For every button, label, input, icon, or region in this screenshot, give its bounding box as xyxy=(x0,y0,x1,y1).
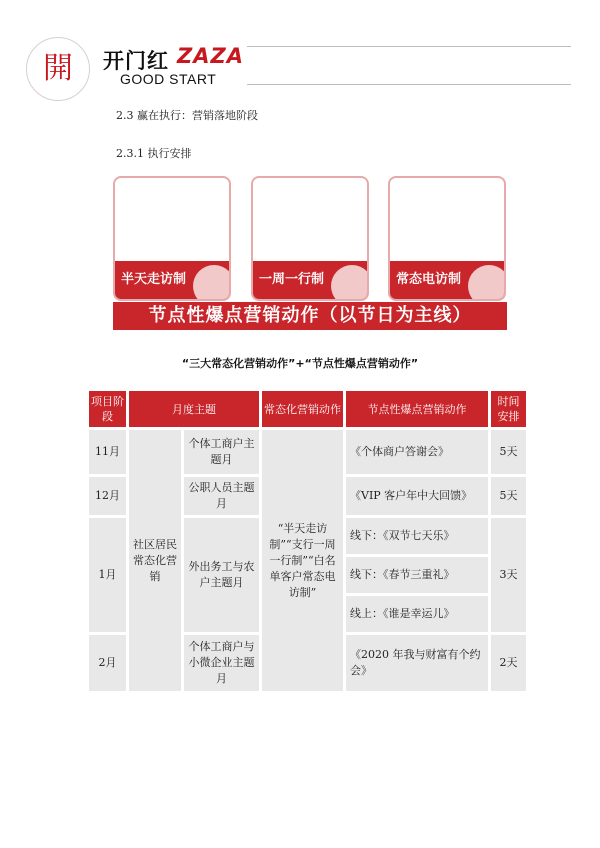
table-header-row xyxy=(89,391,526,427)
logo xyxy=(26,37,90,101)
logo-glyph: 開 xyxy=(43,51,73,86)
time-cell: 5天 xyxy=(491,430,526,474)
schedule-table xyxy=(86,388,529,694)
card-label: 常态电访制 xyxy=(390,261,504,299)
time-cell: 5天 xyxy=(491,477,526,515)
theme-cell: 公职人员主题月 xyxy=(184,477,259,515)
header-time: 时间安排 xyxy=(491,391,526,427)
header-rule-top xyxy=(247,46,571,47)
action-figure xyxy=(113,176,507,334)
event-cell: 《2020 年我与财富有个约会》 xyxy=(346,635,488,691)
routine-actions-cell: “半天走访制”“支行一周一行制”“白名单客户常态电访制” xyxy=(262,430,343,691)
header-rule-bottom xyxy=(247,84,571,85)
figure-caption: “三大常态化营销动作”+“节点性爆点营销动作” xyxy=(181,357,419,370)
card-label: 一周一行制 xyxy=(253,261,367,299)
month-cell: 2月 xyxy=(89,635,126,691)
event-cell: 《VIP 客户年中大回馈》 xyxy=(346,477,488,515)
table-row xyxy=(89,430,526,474)
theme-cell: 个体工商户主题月 xyxy=(184,430,259,474)
card-circle-decoration xyxy=(468,265,506,301)
card-circle-decoration xyxy=(331,265,369,301)
month-cell: 11月 xyxy=(89,430,126,474)
section-heading: 2.3 赢在执行：营销落地阶段 xyxy=(116,109,258,122)
header-stage: 项目阶段 xyxy=(89,391,126,427)
brand-name-en: ZAZA xyxy=(177,44,244,68)
month-cell: 1月 xyxy=(89,518,126,632)
card-label: 半天走访制 xyxy=(115,261,229,299)
event-cell: 线上：《谁是幸运儿》 xyxy=(346,596,488,632)
card-phone-visit xyxy=(388,176,506,301)
card-half-day-visit xyxy=(113,176,231,301)
event-cell: 线下：《春节三重礼》 xyxy=(346,557,488,593)
subsection-heading: 2.3.1 执行安排 xyxy=(116,147,192,160)
card-circle-decoration xyxy=(193,265,231,301)
header-events: 节点性爆点营销动作 xyxy=(346,391,488,427)
brand-subtitle: GOOD START xyxy=(120,71,217,87)
theme-cell: 外出务工与农户主题月 xyxy=(184,518,259,632)
card-weekly-visit xyxy=(251,176,369,301)
event-cell: 《个体商户答谢会》 xyxy=(346,430,488,474)
time-cell: 3天 xyxy=(491,518,526,632)
figure-banner: 节点性爆点营销动作（以节日为主线） xyxy=(113,302,507,330)
month-cell: 12月 xyxy=(89,477,126,515)
brand-name-cn: 开门红 xyxy=(103,49,169,73)
time-cell: 2天 xyxy=(491,635,526,691)
header-theme: 月度主题 xyxy=(129,391,259,427)
stage-group-cell: 社区居民常态化营销 xyxy=(129,430,181,691)
header-routine: 常态化营销动作 xyxy=(262,391,343,427)
event-cell: 线下：《双节七天乐》 xyxy=(346,518,488,554)
theme-cell: 个体工商户与小微企业主题月 xyxy=(184,635,259,691)
